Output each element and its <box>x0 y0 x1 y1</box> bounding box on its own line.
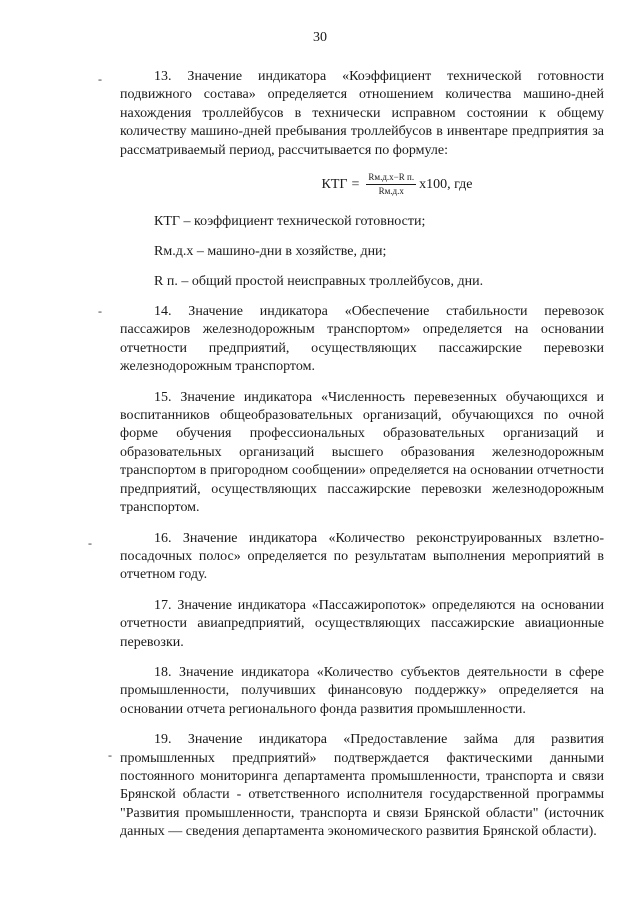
paragraph-15: 15. Значение индикатора «Численность перевезенных обучающихся и воспитанников общеобразовательных организаций, обучающихся по очной форме обучения профессиональных образовательных организаций и образовательных организаций высшего образования железнодорожным транспортом в пригородном сообщении» определяется на основании отчетности предприятий, осуществляющих пассажирские перевозки железнодорожным транспортом. <box>120 389 604 516</box>
definition-rp: R п. – общий простой неисправных троллейбусов, дни. <box>154 274 484 290</box>
page-number: 30 <box>313 30 327 45</box>
formula-fraction <box>366 172 416 197</box>
paragraph-18: 18. Значение индикатора «Количество субъектов деятельности в сфере промышленности, получивших финансовую поддержку» определяется на основании отчета регионального фонда развития промышленности. <box>120 664 604 717</box>
formula-ktg <box>120 172 604 197</box>
formula-denominator: Rм.д.х <box>378 186 404 197</box>
paragraph-14: 14. Значение индикатора «Обеспечение стабильности перевозок пассажиров железнодорожным транспортом» определяется на основании отчетности предприятий, осуществляющих пассажирские перевозки железнодорожным транспортом. <box>120 304 604 375</box>
formula-lhs: КТГ <box>321 176 348 192</box>
paragraph-16: 16. Значение индикатора «Количество реконструированных взлетно-посадочных полос» определяется по результатам выполнения мероприятий в отчетном году. <box>120 530 604 583</box>
definition-rmdx: Rм.д.х – машино-дни в хозяйстве, дни; <box>154 244 387 260</box>
document-body <box>120 68 604 842</box>
formula-tail: x100, где <box>419 176 473 192</box>
formula-numerator: Rм.д.х−R п. <box>366 172 416 185</box>
paragraph-19: 19. Значение индикатора «Предоставление займа для развития промышленных предприятий» подтверждается фактическими данными постоянного мониторинга департамента промышленности, транспорта и связи Брянской области - ответственного исполнителя государственной программы "Развития промышленности, транспорта и связи Брянской области" (источник данных — сведения департамента экономического развития Брянской области). <box>120 732 604 840</box>
paragraph-17: 17. Значение индикатора «Пассажиропоток» определяются на основании отчетности авиапредприятий, осуществляющих пассажирские авиационные перевозки. <box>120 597 604 650</box>
margin-mark: - <box>88 536 92 550</box>
margin-mark: - <box>98 304 102 318</box>
paragraph-13: 13. Значение индикатора «Коэффициент технической готовности подвижного состава» определяется отношением количества машино-дней нахождения троллейбусов в технически исправном состоянии к общему количеству машино-дней пребывания троллейбусов в инвентаре предприятия за рассматриваемый период, рассчитывается по формуле: <box>120 69 604 158</box>
margin-mark: - <box>98 72 102 86</box>
definition-ktg: КТГ – коэффициент технической готовности; <box>154 214 426 230</box>
definitions <box>120 213 604 291</box>
formula-equals: = <box>351 176 360 192</box>
margin-mark: - <box>108 748 112 762</box>
